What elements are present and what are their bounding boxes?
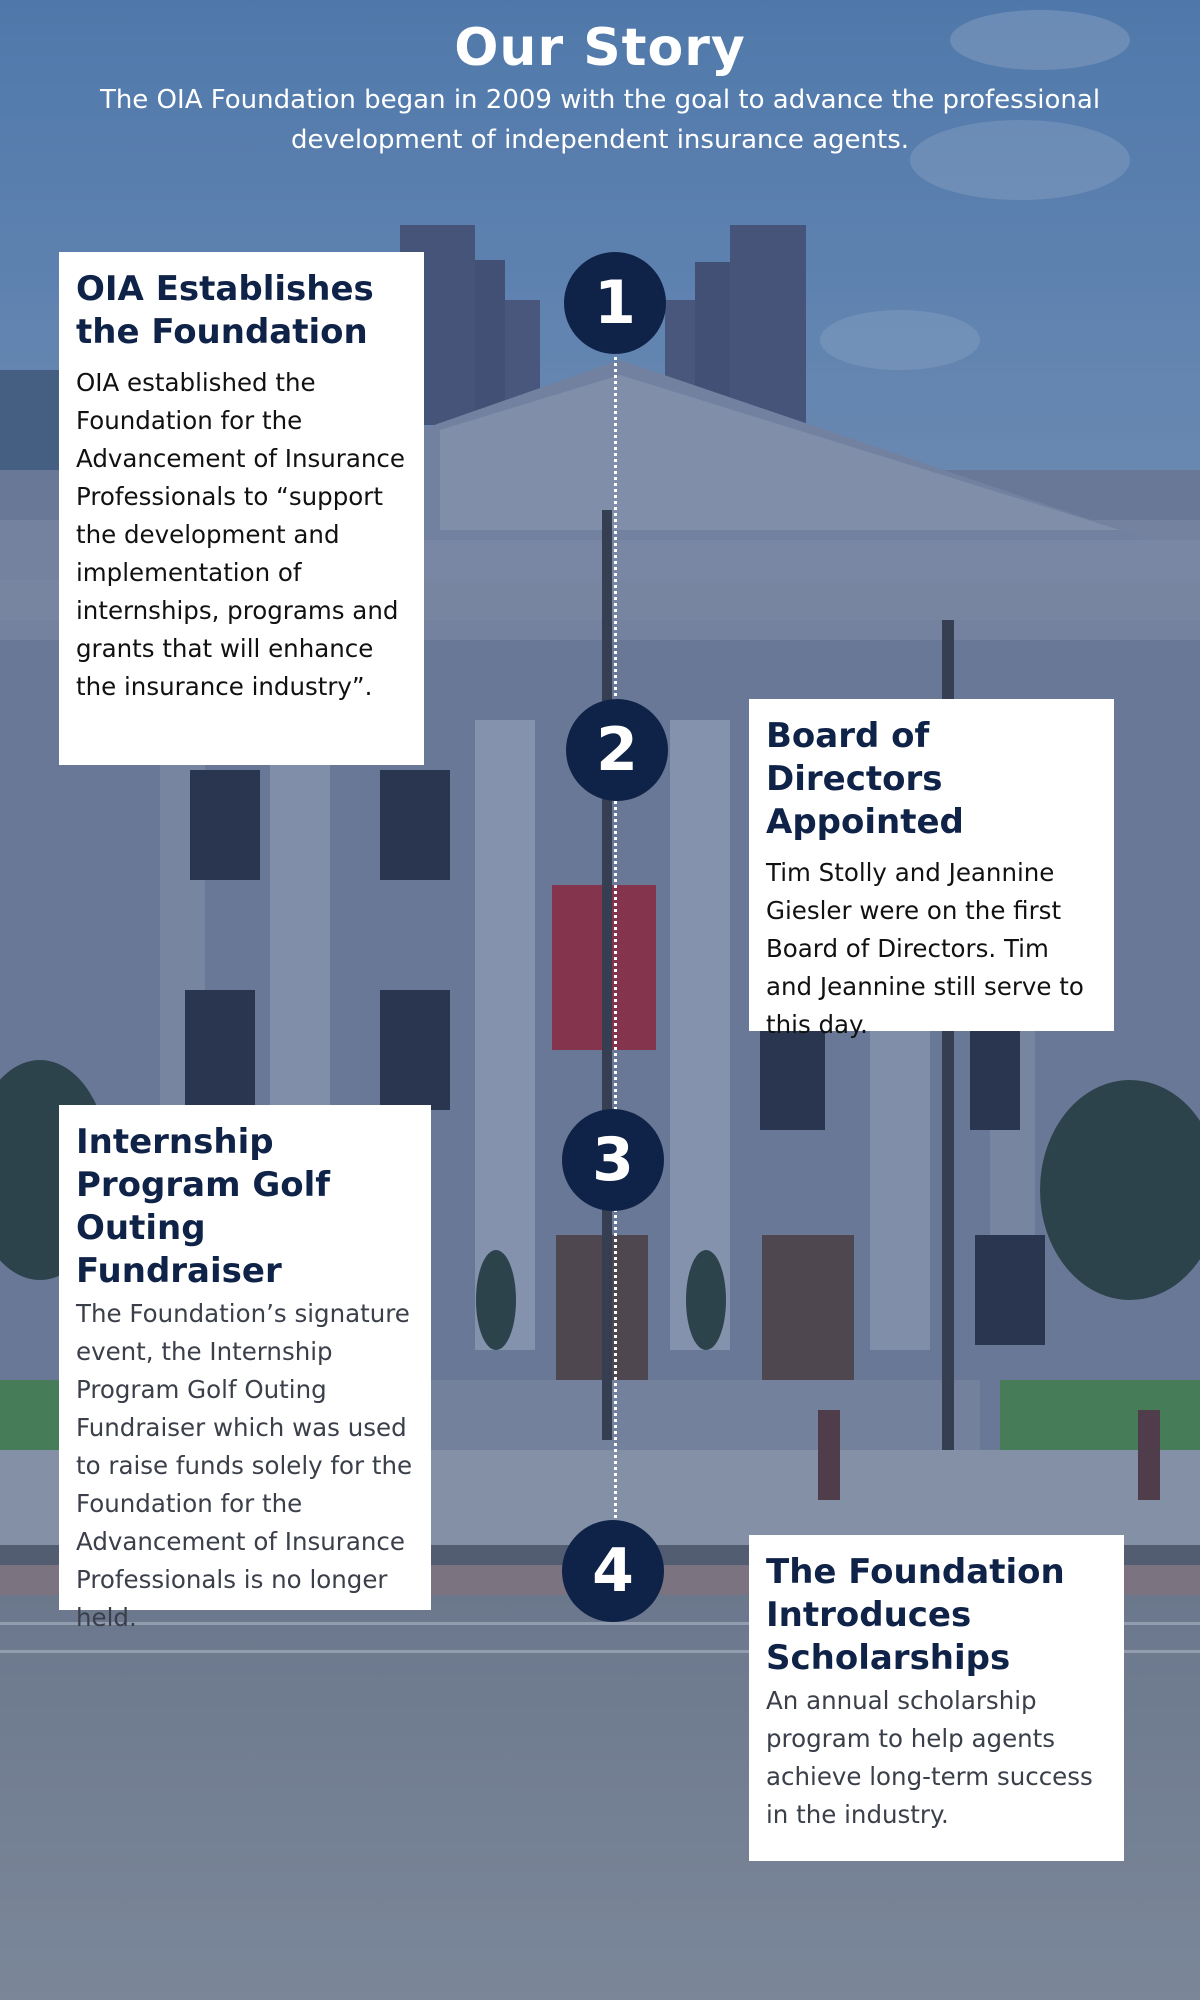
timeline-card-title: OIA Establishes the Foundation <box>76 269 374 352</box>
page-title: Our Story <box>454 18 746 78</box>
timeline-step-number-4: 4 <box>562 1520 664 1622</box>
timeline-card-title: Board of Directors Appointed <box>766 716 964 842</box>
timeline-step-number-2: 2 <box>566 699 668 801</box>
timeline-card-title: Internship Program Golf Outing Fundraiser <box>76 1122 331 1291</box>
timeline-card-body: Tim Stolly and Jeannine Giesler were on the first Board of Directors. Tim and Jeannine still serve to this day. <box>766 858 1084 1039</box>
timeline-card-body: An annual scholarship program to help agents achieve long-term success in the industry. <box>766 1686 1093 1829</box>
timeline-connector <box>614 302 617 1572</box>
page-subtitle: The OIA Foundation began in 2009 with the goal to advance the professional development of independent insurance agents. <box>99 85 1101 155</box>
timeline-card-body: The Foundation’s signature event, the Internship Program Golf Outing Fundraiser which was used to raise funds solely for the Foundation for the Advancement of Insurance Professionals is no longer held. <box>76 1299 413 1632</box>
timeline-step-number-1: 1 <box>564 252 666 354</box>
timeline-card-3 <box>59 1105 431 1632</box>
timeline-card-title: The Foundation Introduces Scholarships <box>766 1552 1065 1678</box>
timeline-card-1 <box>59 252 424 765</box>
timeline-card-body: OIA established the Foundation for the Advancement of Insurance Professionals to “support the development and implementation of internships, programs and grants that will enhance the insurance industry”. <box>76 368 405 701</box>
timeline-step-number-3: 3 <box>562 1109 664 1211</box>
timeline-card-4 <box>749 1535 1124 1861</box>
timeline-card-2 <box>749 699 1114 1039</box>
